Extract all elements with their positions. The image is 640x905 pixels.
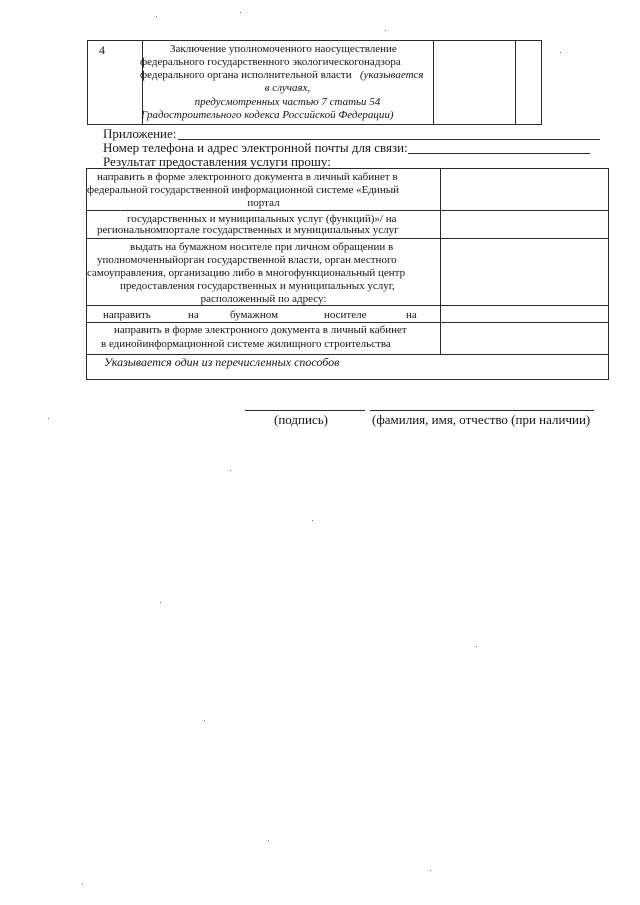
- paper-mfc-checkbox-cell[interactable]: [441, 239, 607, 305]
- epgu-line-5: региональномпортале государственных и муниципальных услуг: [97, 224, 399, 236]
- row-number: 4: [99, 43, 105, 57]
- conclusion-line-1: Заключение уполномоченного наосуществление: [170, 43, 397, 55]
- epgu-line-4: государственных и муниципальных услуг (функций)»/ на: [127, 213, 397, 225]
- paper-mail-checkbox-cell[interactable]: [441, 306, 607, 322]
- gisgs-checkbox-cell[interactable]: [441, 323, 607, 354]
- paper-mail-word-4: носителе: [324, 309, 367, 321]
- conclusion-line-5: предусмотренных частью 7 статьи 54: [194, 96, 381, 108]
- conclusion-line-3: федерального органа исполнительной власти: [140, 69, 352, 81]
- conclusion-line-3-italic: (указывается: [360, 69, 424, 81]
- contact-field-line[interactable]: [408, 153, 590, 154]
- signature-label: (подпись): [274, 412, 328, 427]
- epgu-checkbox-cell[interactable]: [441, 169, 607, 237]
- result-label: Результат предоставления услуги прошу:: [103, 154, 331, 169]
- paper-mail-word-2: на: [188, 309, 199, 321]
- paper-mail-word-1: направить: [103, 309, 151, 321]
- paper-mail-word-5: на: [406, 309, 417, 321]
- paper-mfc-line-5: расположенный по адресу:: [200, 293, 327, 305]
- paper-mfc-line-2: уполномоченныйорган государственной власти, орган местного: [97, 254, 397, 266]
- conclusion-line-6: Градостроительного кодекса Российской Федерации): [141, 109, 394, 121]
- gisgs-line-2: в единойинформационной системе жилищного строительства: [101, 338, 391, 350]
- epgu-line-1: направить в форме электронного документа в личный кабинет в: [97, 171, 398, 183]
- appendix-label: Приложение:: [103, 126, 177, 141]
- conclusion-line-2: федерального государственного экологическогонадзора: [140, 56, 401, 68]
- paper-mfc-line-1: выдать на бумажном носителе при личном обращении в: [130, 241, 394, 253]
- contact-label: Номер телефона и адрес электронной почты для связи:: [103, 140, 408, 155]
- gisgs-line-1: направить в форме электронного документа в личный кабинет: [114, 324, 407, 336]
- paper-mfc-line-3: самоуправления, организацию либо в многофункциональный центр: [87, 267, 406, 279]
- note-text: Указывается один из перечисленных способов: [104, 355, 340, 369]
- conclusion-line-4: в случаях,: [264, 82, 311, 94]
- epgu-line-2: федеральной государственной информационной системе «Единый: [87, 184, 399, 196]
- name-line[interactable]: [370, 410, 594, 411]
- signature-line[interactable]: [245, 410, 365, 411]
- paper-mfc-line-4: предоставления государственных и муниципальных услуг,: [120, 280, 395, 292]
- name-label: (фамилия, имя, отчество (при наличии): [372, 412, 591, 427]
- epgu-line-3: портал: [247, 197, 280, 209]
- paper-mail-word-3: бумажном: [230, 309, 279, 321]
